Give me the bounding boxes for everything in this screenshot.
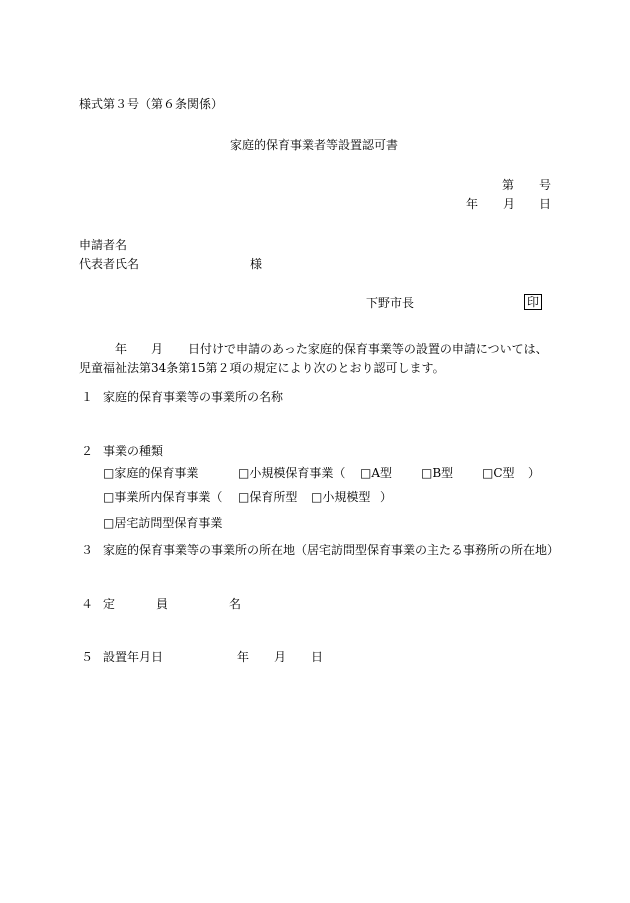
checkbox-shokibo-gata[interactable]: □小規模型: [311, 490, 371, 504]
row2-close-paren: ）: [380, 490, 393, 504]
document-title: 家庭的保育事業者等設置認可書: [230, 138, 399, 152]
applicant-name-label: 申請者名: [79, 238, 128, 252]
item3-label: 家庭的保育事業等の事業所の所在地（居宅訪問型保育事業の主たる事務所の所在地）: [103, 543, 560, 557]
issue-date-day: 日: [539, 197, 552, 211]
issuer-name: 下野市長: [366, 296, 415, 310]
item2-number: ２: [81, 444, 94, 458]
doc-number-go: 号: [539, 178, 552, 192]
checkbox-type-a[interactable]: □A型: [360, 466, 393, 480]
item1-label: 家庭的保育事業等の事業所の名称: [103, 390, 284, 404]
checkbox-jigyosho-nai[interactable]: □事業所内保育事業（: [103, 490, 223, 504]
item4-unit: 名: [229, 597, 242, 611]
body-line2: 児童福祉法第34条第15第２項の規定により次のとおり認可します。: [79, 361, 445, 375]
issue-date-month: 月: [503, 197, 516, 211]
item5-day: 日: [311, 650, 324, 664]
item1-number: １: [81, 390, 94, 404]
item4-number: ４: [81, 597, 94, 611]
checkbox-type-c[interactable]: □C型: [482, 466, 515, 480]
body-year: 年: [115, 342, 128, 356]
item4-label-in: 員: [156, 597, 169, 611]
item5-number: ５: [81, 650, 94, 664]
item3-number: ３: [81, 543, 94, 557]
form-number: 様式第３号（第６条関係）: [79, 97, 224, 111]
checkbox-shokibo-hoiku[interactable]: □小規模保育事業（: [238, 466, 346, 480]
item5-month: 月: [274, 650, 287, 664]
item2-label: 事業の種類: [103, 444, 164, 458]
body-line1-text: 日付けで申請のあった家庭的保育事業等の設置の申請については、: [188, 342, 548, 356]
checkbox-hoikusho-gata[interactable]: □保育所型: [238, 490, 298, 504]
row1-close-paren: ）: [528, 466, 541, 480]
item4-label-tei: 定: [103, 597, 116, 611]
honorific-sama: 様: [250, 257, 263, 271]
item5-year: 年: [237, 650, 250, 664]
doc-number-dai: 第: [502, 178, 515, 192]
seal-mark: 印: [524, 294, 542, 310]
seal-stamp: [524, 294, 542, 310]
representative-name-label: 代表者氏名: [79, 257, 140, 271]
issue-date-year: 年: [466, 197, 479, 211]
checkbox-type-b[interactable]: □B型: [421, 466, 454, 480]
checkbox-katei-hoiku[interactable]: □家庭的保育事業: [103, 466, 199, 480]
checkbox-kyotaku-homon[interactable]: □居宅訪問型保育事業: [103, 516, 223, 530]
item5-label: 設置年月日: [103, 650, 164, 664]
body-month: 月: [151, 342, 164, 356]
